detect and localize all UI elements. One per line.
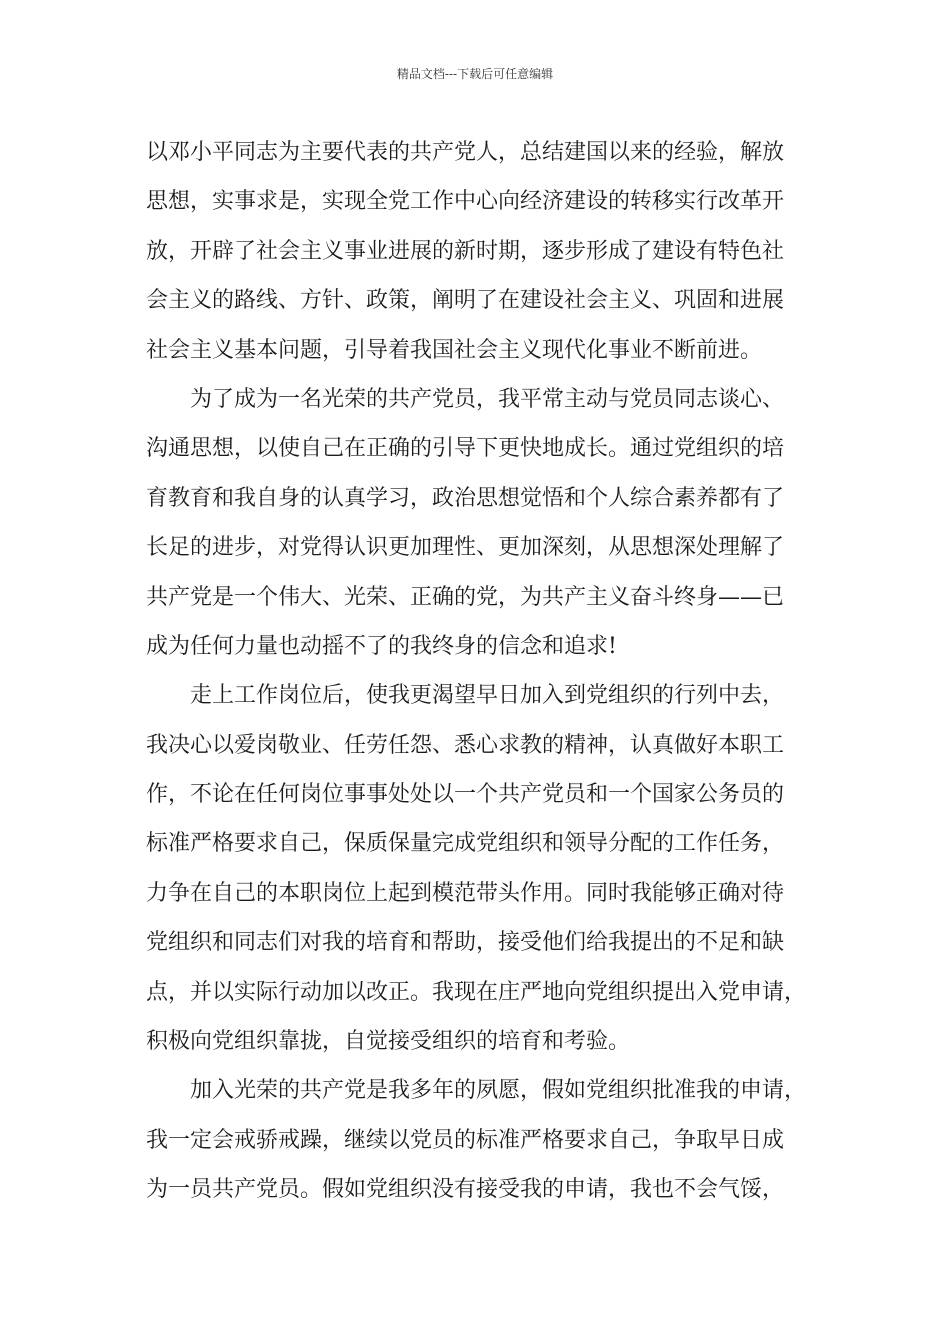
text-line: 标准严格要求自己，保质保量完成党组织和领导分配的工作任务， (146, 831, 785, 857)
text-line: 力争在自己的本职岗位上起到模范带头作用。同时我能够正确对待 (146, 880, 785, 906)
paragraph-start-line: 加入光荣的共产党是我多年的夙愿，假如党组织批准我的申请， (190, 1078, 807, 1104)
text-line: 党组织和同志们对我的培育和帮助，接受他们给我提出的不足和缺 (146, 930, 785, 956)
text-line: 我一定会戒骄戒躁，继续以党员的标准严格要求自己，争取早日成 (146, 1127, 785, 1153)
text-line: 积极向党组织靠拢，自觉接受组织的培育和考验。 (146, 1029, 631, 1055)
text-line: 长足的进步，对党得认识更加理性、更加深刻，从思想深处理解了 (146, 535, 785, 561)
page-header: 精品文档---下载后可任意编辑 (396, 67, 554, 81)
document-body (146, 128, 806, 1215)
text-line: 放，开辟了社会主义事业进展的新时期，逐步形成了建设有特色社 (146, 238, 785, 264)
paragraph-start-line: 为了成为一名光荣的共产党员，我平常主动与党员同志谈心、 (190, 386, 785, 412)
text-line: 沟通思想，以使自己在正确的引导下更快地成长。通过党组织的培 (146, 436, 785, 462)
text-line: 成为任何力量也动摇不了的我终身的信念和追求! (146, 633, 617, 659)
paragraph-start-line: 走上工作岗位后，使我更渴望早日加入到党组织的行列中去， (190, 683, 785, 709)
text-line: 社会主义基本问题，引导着我国社会主义现代化事业不断前进。 (146, 337, 763, 363)
text-line: 以邓小平同志为主要代表的共产党人，总结建国以来的经验，解放 (146, 140, 785, 165)
text-line: 为一员共产党员。假如党组织没有接受我的申请，我也不会气馁， (146, 1177, 785, 1203)
text-line: 作，不论在任何岗位事事处处以一个共产党员和一个国家公务员的 (146, 782, 785, 808)
text-line: 我决心以爱岗敬业、任劳任怨、悉心求教的精神，认真做好本职工 (146, 732, 785, 758)
text-line: 会主义的路线、方针、政策，阐明了在建设社会主义、巩固和进展 (146, 288, 785, 314)
text-line: 共产党是一个伟大、光荣、正确的党，为共产主义奋斗终身——已 (146, 584, 785, 610)
text-line: 育教育和我自身的认真学习，政治思想觉悟和个人综合素养都有了 (146, 485, 785, 511)
text-line: 思想，实事求是，实现全党工作中心向经济建设的转移实行改革开 (146, 189, 785, 215)
text-line: 点，并以实际行动加以改正。我现在庄严地向党组织提出入党申请， (146, 979, 807, 1005)
